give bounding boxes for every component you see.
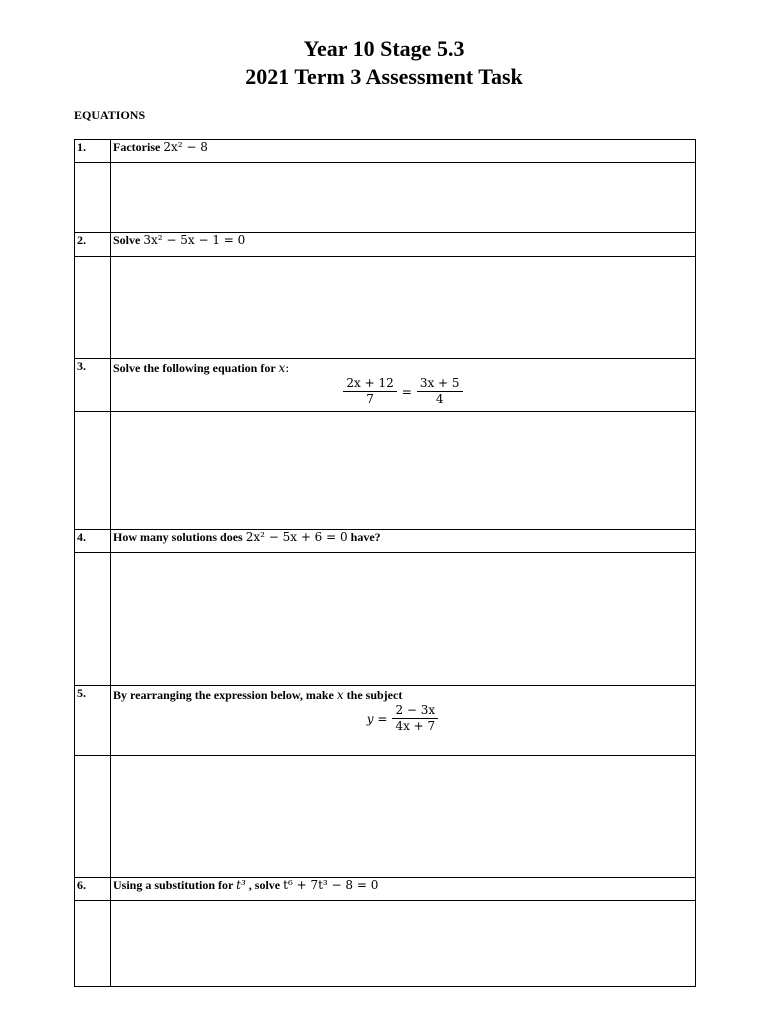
question-text bbox=[111, 233, 696, 257]
fraction-numerator: 2x + 12 bbox=[343, 376, 396, 392]
answer-row-1 bbox=[75, 163, 696, 233]
equation-display bbox=[113, 376, 693, 407]
section-heading: EQUATIONS bbox=[74, 108, 146, 122]
fraction-numerator: 3x + 5 bbox=[417, 376, 463, 392]
question-row-1 bbox=[75, 140, 696, 163]
title-line-1: Year 10 Stage 5.3 bbox=[303, 36, 465, 61]
answer-row-6 bbox=[75, 901, 696, 987]
equation-lhs: y = bbox=[366, 711, 388, 726]
question-expression: 2x² − 8 bbox=[163, 140, 208, 154]
question-text bbox=[111, 359, 696, 412]
answer-space[interactable] bbox=[111, 257, 696, 359]
fraction-left bbox=[343, 376, 396, 407]
question-expression: 3x² − 5x − 1 = 0 bbox=[143, 233, 246, 247]
question-row-5 bbox=[75, 686, 696, 756]
equation-display bbox=[113, 703, 693, 734]
answer-row-2 bbox=[75, 257, 696, 359]
question-number: 1. bbox=[75, 140, 111, 163]
question-number: 3. bbox=[75, 359, 111, 412]
question-prompt: Solve the following equation for bbox=[113, 361, 279, 375]
question-text bbox=[111, 140, 696, 163]
answer-number-cell bbox=[75, 756, 111, 878]
answer-space[interactable] bbox=[111, 553, 696, 686]
title-line-2: 2021 Term 3 Assessment Task bbox=[245, 64, 523, 89]
question-variable: x bbox=[278, 361, 286, 375]
answer-number-cell bbox=[75, 553, 111, 686]
answer-row-5 bbox=[75, 756, 696, 878]
answer-space[interactable] bbox=[111, 756, 696, 878]
question-prompt: Solve bbox=[113, 233, 144, 247]
answer-space[interactable] bbox=[111, 163, 696, 233]
question-row-6 bbox=[75, 878, 696, 901]
question-middle: , solve bbox=[245, 878, 284, 892]
question-number: 4. bbox=[75, 530, 111, 553]
answer-number-cell bbox=[75, 901, 111, 987]
question-row-3 bbox=[75, 359, 696, 412]
fraction-denominator: 4x + 7 bbox=[395, 719, 436, 733]
question-prompt: By rearranging the expression below, make bbox=[113, 688, 337, 702]
question-number: 5. bbox=[75, 686, 111, 756]
question-variable: t³ bbox=[236, 878, 246, 892]
answer-space[interactable] bbox=[111, 412, 696, 530]
answer-number-cell bbox=[75, 412, 111, 530]
answer-space[interactable] bbox=[111, 901, 696, 987]
fraction bbox=[392, 703, 438, 734]
fraction-numerator: 2 − 3x bbox=[392, 703, 438, 719]
question-row-4 bbox=[75, 530, 696, 553]
question-expression: t⁶ + 7t³ − 8 = 0 bbox=[283, 878, 379, 892]
question-prompt: Using a substitution for bbox=[113, 878, 237, 892]
answer-number-cell bbox=[75, 163, 111, 233]
answer-row-3 bbox=[75, 412, 696, 530]
question-expression: 2x² − 5x + 6 = 0 bbox=[245, 530, 348, 544]
question-suffix: the subject bbox=[343, 688, 403, 702]
question-number: 2. bbox=[75, 233, 111, 257]
answer-row-4 bbox=[75, 553, 696, 686]
question-row-2 bbox=[75, 233, 696, 257]
fraction-denominator: 4 bbox=[435, 392, 444, 406]
question-prompt: How many solutions does bbox=[113, 530, 246, 544]
equals-sign: = bbox=[401, 384, 412, 399]
question-suffix: have? bbox=[347, 530, 381, 544]
question-suffix: : bbox=[285, 361, 290, 375]
question-number: 6. bbox=[75, 878, 111, 901]
fraction-right bbox=[417, 376, 463, 407]
question-text bbox=[111, 686, 696, 756]
question-variable: x bbox=[336, 688, 344, 702]
question-prompt: Factorise bbox=[113, 140, 164, 154]
question-text bbox=[111, 530, 696, 553]
fraction-denominator: 7 bbox=[366, 392, 374, 406]
question-text bbox=[111, 878, 696, 901]
answer-number-cell bbox=[75, 257, 111, 359]
questions-table bbox=[74, 139, 696, 987]
